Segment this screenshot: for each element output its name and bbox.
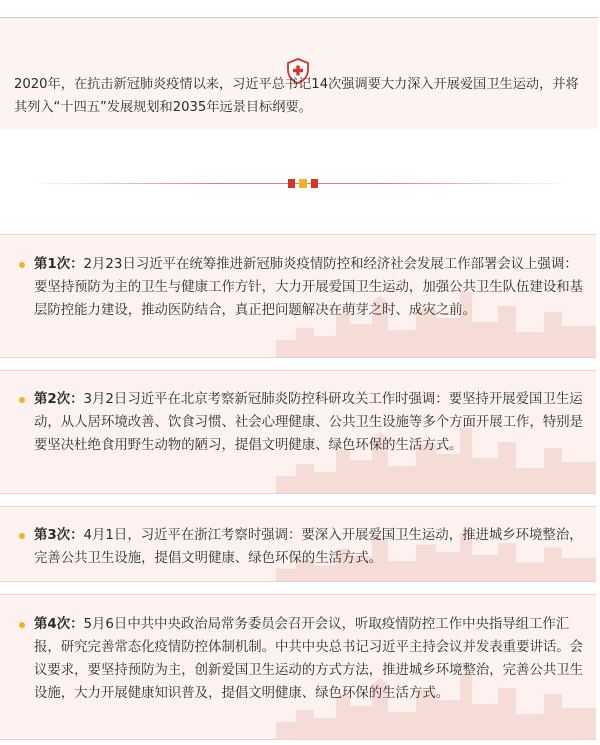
card-top-rule xyxy=(0,594,596,595)
item-card-3 xyxy=(0,506,596,582)
card-top-rule xyxy=(0,506,596,507)
bullet-dot xyxy=(19,622,25,628)
item-body: 5月6日中共中央政治局常务委员会召开会议，听取疫情防控工作中央指导组工作汇报，研究完善常态化疫情防控体制机制。中共中央总书记习近平主持会议并发表重要讲话。会议要求，要坚持预防为主，创新爱国卫生运动的方式方法，推进城乡环境整治，完善公共卫生设施，大力开展健康知识普及，提倡文明健康、绿色环保的生活方式。 xyxy=(34,617,584,701)
item-text-4 xyxy=(34,613,584,705)
card-bottom-rule xyxy=(0,357,596,358)
item-label: 第4次： xyxy=(34,617,84,632)
item-text-1 xyxy=(34,253,584,322)
item-body: 3月2日习近平在北京考察新冠肺炎防控科研攻关工作时强调：要坚持开展爱国卫生运动，从人居环境改善、饮食习惯、社会心理健康、公共卫生设施等多个方面开展工作，特别是要坚决杜绝食用野生动物的陋习，提倡文明健康、绿色环保的生活方式。 xyxy=(34,392,584,453)
card-top-rule xyxy=(0,370,596,371)
item-text-2 xyxy=(34,388,584,457)
divider-ornament xyxy=(288,179,318,188)
intro-top-rule xyxy=(0,17,598,18)
item-label: 第3次： xyxy=(34,528,84,543)
item-body: 2月23日习近平在统筹推进新冠肺炎疫情防控和经济社会发展工作部署会议上强调：要坚持预防为主的卫生与健康工作方针，大力开展爱国卫生运动，加强公共卫生队伍建设和基层防控能力建设，推动医防结合，真正把问题解决在萌芽之时、成灾之前。 xyxy=(34,257,584,318)
item-card-2 xyxy=(0,370,596,494)
item-card-4 xyxy=(0,594,596,740)
bullet-dot xyxy=(19,533,25,539)
item-label: 第1次： xyxy=(34,257,84,272)
bullet-dot xyxy=(19,397,25,403)
card-bottom-rule xyxy=(0,493,596,494)
item-body: 4月1日，习近平在浙江考察时强调：要深入开展爱国卫生运动，推进城乡环境整治，完善公共卫生设施，提倡文明健康、绿色环保的生活方式。 xyxy=(34,528,583,566)
item-label: 第2次： xyxy=(34,392,84,407)
card-top-rule xyxy=(0,234,596,235)
bullet-dot xyxy=(19,262,25,268)
item-card-1 xyxy=(0,234,596,358)
item-text-3 xyxy=(34,524,584,570)
intro-paragraph: 2020年，在抗击新冠肺炎疫情以来，习近平总书记14次强调要大力深入开展爱国卫生运动，并将其列入“十四五”发展规划和2035年远景目标纲要。 xyxy=(14,77,579,115)
intro-panel xyxy=(0,17,598,129)
card-bottom-rule xyxy=(0,739,596,740)
card-bottom-rule xyxy=(0,581,596,582)
